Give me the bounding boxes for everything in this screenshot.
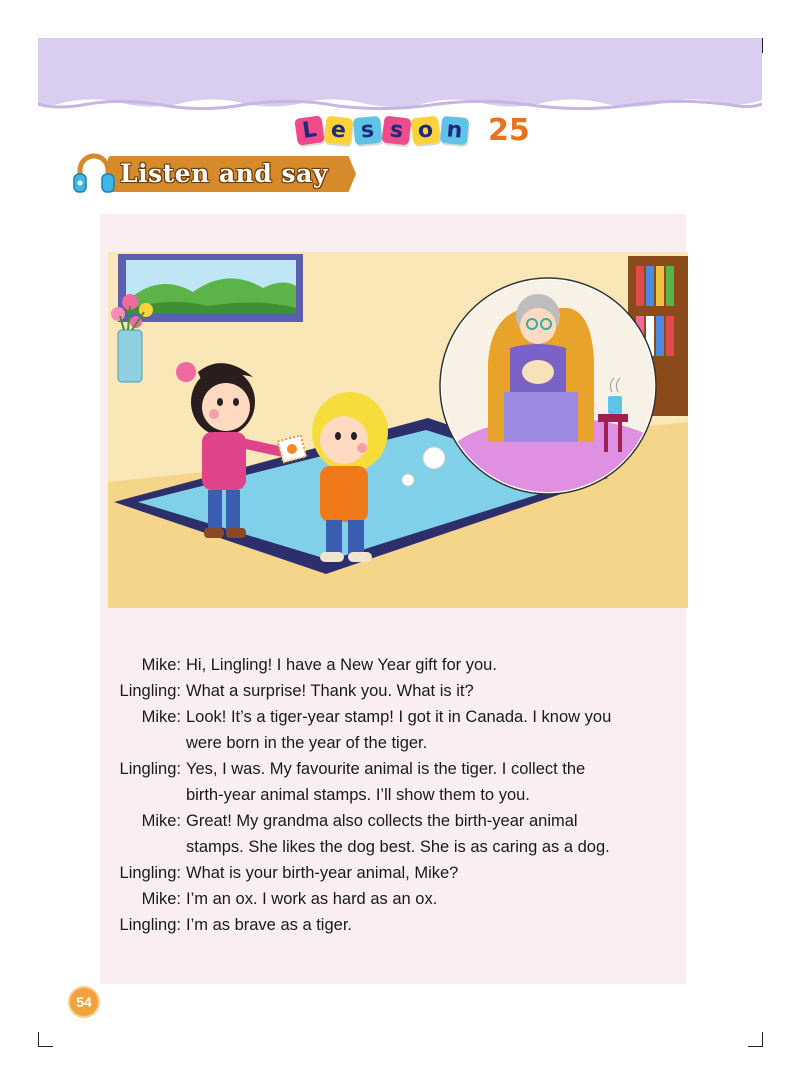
lesson-letter-tile: n bbox=[440, 115, 469, 144]
dialogue-line-continued bbox=[104, 834, 678, 860]
lesson-letter-tile: e bbox=[324, 115, 354, 145]
speaker-label: Mike: bbox=[141, 812, 181, 830]
speaker-label: Mike: bbox=[141, 890, 181, 908]
section-title: Listen and say bbox=[120, 159, 328, 188]
lesson-letter-tile: o bbox=[411, 115, 441, 145]
speech-text: Look! It’s a tiger-year stamp! I got it in Canada. I know you bbox=[186, 708, 612, 726]
dialogue-line bbox=[104, 860, 678, 886]
lesson-letter-tile: s bbox=[381, 115, 411, 145]
dialogue-line bbox=[104, 808, 678, 834]
header-band bbox=[38, 38, 762, 116]
speech-text: were born in the year of the tiger. bbox=[186, 734, 428, 752]
dialogue-line-continued bbox=[104, 782, 678, 808]
dialogue-line bbox=[104, 912, 678, 938]
speech-text: I’m an ox. I work as hard as an ox. bbox=[186, 890, 438, 908]
dialogue-line bbox=[104, 652, 678, 678]
dialogue-illustration bbox=[108, 252, 688, 608]
speaker-label: Lingling: bbox=[119, 682, 181, 700]
dialogue-line bbox=[104, 704, 678, 730]
speaker-label: Mike: bbox=[141, 708, 181, 726]
speaker-label: Lingling: bbox=[119, 760, 181, 778]
speech-text: stamps. She likes the dog best. She is as caring as a dog. bbox=[186, 838, 610, 856]
page-number: 54 bbox=[68, 986, 100, 1018]
puppy bbox=[522, 360, 554, 384]
speaker-spacer bbox=[104, 782, 186, 808]
speaker-spacer bbox=[104, 834, 186, 860]
speaker-label: Lingling: bbox=[119, 864, 181, 882]
speaker-label: Mike: bbox=[141, 656, 181, 674]
crop-mark-bottom-left bbox=[38, 1032, 53, 1047]
dialogue-line bbox=[104, 886, 678, 912]
dialogue-line-continued bbox=[104, 730, 678, 756]
dialogue bbox=[104, 652, 678, 938]
lesson-letter-tile: s bbox=[353, 115, 382, 144]
speaker-spacer bbox=[104, 730, 186, 756]
speech-text: Yes, I was. My favourite animal is the tiger. I collect the bbox=[186, 760, 586, 778]
speech-text: birth-year animal stamps. I’ll show them to you. bbox=[186, 786, 530, 804]
headphones-icon bbox=[72, 148, 116, 196]
speaker-label: Lingling: bbox=[119, 916, 181, 934]
speech-text: What a surprise! Thank you. What is it? bbox=[186, 682, 474, 700]
lesson-letter-tile: L bbox=[294, 115, 324, 145]
speech-text: I’m as brave as a tiger. bbox=[186, 916, 352, 934]
section-header bbox=[72, 148, 362, 196]
speech-text: What is your birth-year animal, Mike? bbox=[186, 864, 459, 882]
dialogue-line bbox=[104, 678, 678, 704]
speech-text: Hi, Lingling! I have a New Year gift for you. bbox=[186, 656, 497, 674]
crop-mark-bottom-right bbox=[748, 1032, 763, 1047]
lesson-number: 25 bbox=[488, 112, 530, 148]
lesson-title bbox=[296, 110, 530, 150]
speech-text: Great! My grandma also collects the birth-year animal bbox=[186, 812, 578, 830]
dialogue-line bbox=[104, 756, 678, 782]
